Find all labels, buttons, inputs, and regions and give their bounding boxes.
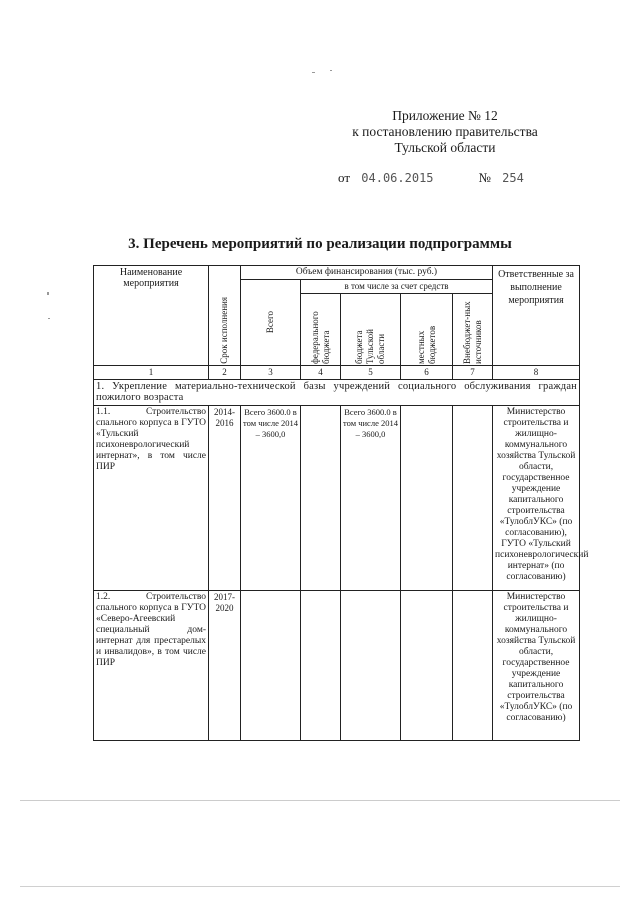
header-extra-cell [453, 294, 493, 366]
header-term: Срок исполнения [219, 297, 229, 364]
scan-speck [20, 800, 620, 801]
section-heading: 1. Укрепление материально-технической базы учреждений социального обслуживания граждан пожилого возраста [94, 380, 580, 406]
header-extra: Внебюджет-ных источников [461, 301, 483, 364]
measure-regional [341, 591, 401, 741]
col-number: 5 [341, 366, 401, 380]
measure-name: 1.2. Строительство спального корпуса в ГУТО «Северо-Агеевский специальный дом-интернат для престарелых и инвалидов», в том числе ПИР [94, 591, 209, 741]
page-title: 3. Перечень мероприятий по реализации подпрограммы [128, 236, 512, 252]
header-term-cell [209, 266, 241, 366]
appendix-number: Приложение № 12 [392, 108, 498, 123]
measure-responsible: Министерство строительства и жилищно-коммунального хозяйства Тульской области, государственное учреждение капитального строительства «ТулоблУКС» (по согласованию), ГУТО «Тульский психоневрологический интернат» (по согласованию) [493, 406, 580, 591]
header-total-cell [241, 280, 301, 366]
appendix-ref: к постановлению правительства [352, 124, 538, 139]
header-regional-cell [341, 294, 401, 366]
table-row [94, 406, 580, 591]
header-local-cell [401, 294, 453, 366]
scan-speck [20, 886, 620, 887]
measure-regional: Всего 3600.0 в том числе 2014 – 3600,0 [341, 406, 401, 591]
date-line [338, 170, 548, 186]
number-value: 254 [502, 171, 524, 185]
appendix-region: Тульской области [394, 140, 496, 155]
measure-local [401, 406, 453, 591]
col-number: 7 [453, 366, 493, 380]
header-including: в том числе за счет средств [301, 280, 493, 294]
header-volume: Объем финансирования (тыс. руб.) [241, 266, 493, 280]
table-row [94, 591, 580, 741]
measure-extra [453, 591, 493, 741]
scan-speck [312, 72, 315, 73]
col-number: 6 [401, 366, 453, 380]
col-number: 1 [94, 366, 209, 380]
measure-local [401, 591, 453, 741]
col-number: 2 [209, 366, 241, 380]
header-regional: бюджета Тульской области [354, 329, 386, 364]
header-name: Наименование мероприятия [94, 266, 209, 366]
measure-responsible: Министерство строительства и жилищно-коммунального хозяйства Тульской области, государственное учреждение капитального строительства «ТулоблУКС» (по согласованию) [493, 591, 580, 741]
measure-total [241, 591, 301, 741]
date-value: 04.06.2015 [361, 171, 434, 185]
header-federal-cell [301, 294, 341, 366]
ot-label: от [338, 170, 351, 185]
header-total: Всего [265, 311, 275, 334]
header-federal: федерального бюджета [309, 311, 331, 364]
measure-federal [301, 591, 341, 741]
measures-table [93, 265, 589, 741]
measure-term: 2017-2020 [209, 591, 241, 741]
scan-speck [47, 292, 49, 295]
col-number: 3 [241, 366, 301, 380]
measure-federal [301, 406, 341, 591]
measure-name: 1.1. Строительство спального корпуса в ГУТО «Тульский психоневрологический интернат», в том числе ПИР [94, 406, 209, 591]
appendix-header [330, 108, 560, 156]
col-number: 8 [493, 366, 580, 380]
measure-extra [453, 406, 493, 591]
header-local: местных бюджетов [415, 325, 437, 364]
scan-speck [330, 70, 332, 71]
col-number: 4 [301, 366, 341, 380]
measure-total: Всего 3600.0 в том числе 2014 – 3600,0 [241, 406, 301, 591]
header-responsible: Ответственные за выполнение мероприятия [493, 266, 580, 366]
measure-term: 2014-2016 [209, 406, 241, 591]
number-label: № [478, 170, 491, 185]
scan-speck [48, 318, 50, 319]
